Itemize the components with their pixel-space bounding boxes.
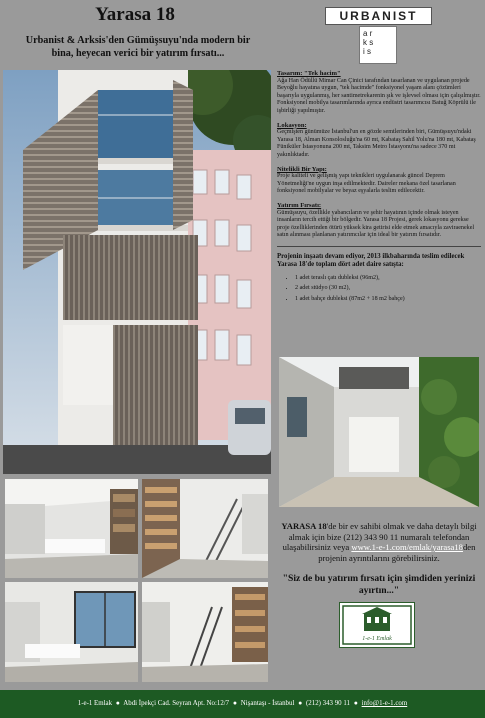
section-body: Proje kaliteli ve gelişmiş yapı teknikleri uygulanarak güncel Deprem Yönetmeliği'ne uygun inşa edilmektedir. Daireler mekana özel tasarlanan fonksiyonel mobilyalar ve beyaz eşyalarla teslim edilecektir. [277, 173, 456, 195]
design-section [277, 70, 481, 116]
footer-bar [0, 690, 485, 718]
quality-section [277, 166, 481, 196]
interior-photo [5, 479, 138, 578]
project-link[interactable]: www.1-e-1.com/emlak/yarasa18 [351, 542, 463, 553]
urbanist-logo: URBANIST [325, 7, 432, 25]
footer-email[interactable]: info@1-e-1.com [361, 700, 408, 707]
footer-address: Abdi İpekçi Cad. Seyran Apt. No:12/7 [123, 700, 230, 707]
sales-notice: Projenin inşaatı devam ediyor, 2013 ilkbaharında teslim edilecek Yarasa 18'de toplam dört adet daire satışta: [277, 252, 465, 268]
slogan: "Siz de bu yatırım fırsatı için şimdiden yerinizi ayırtın..." [282, 573, 476, 596]
section-body: Geçmişten günümüze İstanbul'un en gözde semtlerinden biri, Gümüşsuyu'ndaki Yarasa 18, Alman Konsolosluğu'na 60 mt, Kabataş Sahil Yolu'na 180 mt, Kabataş Füniküler İstasyonuna 200 mt, Taksim Metro İstasyonu'na sadece 370 mt yakınlıktadır. [277, 129, 476, 158]
contact-line: den projenin ayrıntılarını görebilirsiniz. [318, 542, 476, 563]
interior-photo [5, 582, 138, 682]
description-column [277, 70, 481, 307]
bullet-icon: ● [353, 700, 358, 707]
page-title: Yarasa 18 [95, 4, 175, 25]
location-section [277, 122, 481, 160]
contact-line: 'de bir ev sahibi olmak ve daha detaylı bilgi almak için bize (212) 343 90 11 numaralı telefondan ulaşabilirsiniz veya [282, 521, 477, 553]
footer-company: 1-e-1 Emlak [77, 700, 113, 707]
headline: Urbanist & Arksis'den Gümüşsuyu'nda modern bir bina, heyecan verici bir yatırım fırsatı... [25, 35, 251, 59]
unit-item: • 1 adet bahçe dubleksi (87m2 + 18 m2 bahçe) [295, 296, 481, 304]
unit-item: • 2 adet stüdyo (30 m2), [295, 285, 481, 293]
contact-text [277, 521, 481, 563]
unit-list [277, 275, 481, 304]
arksis-logo-line: k s [363, 38, 374, 47]
arksis-logo-line: i s [363, 47, 371, 56]
1-e-1-emlak-logo [339, 602, 415, 648]
divider [277, 246, 481, 247]
interior-photo [142, 479, 268, 578]
svg-text:1-e-1 Emlak: 1-e-1 Emlak [362, 636, 392, 642]
project-name: YARASA 18 [281, 521, 327, 531]
courtyard-photo [279, 357, 479, 507]
bullet-icon: ● [232, 700, 238, 707]
footer-phone: (212) 343 90 11 [306, 700, 350, 707]
section-body: Gümüşsuyu, özellikle yabancıların ve şehir hayatının içinde olmak isteyen insanların tercih ettiği bir bölgedir. Yarasa 18 Projesi, gerek lokasyonu gerekse proje özelliklerinden ötürü yüksek kira getirisi elde etmek amacıyla zaviraenekel satın alınması planlanan yatırımcılar için ideal bir yatırım fırsatıdır. [277, 209, 475, 239]
arksis-logo [359, 26, 397, 64]
section-body: Ağa Han Ödüllü Mimar Can Çinici tarafından tasarlanan ve uygulanan projede Beyoğlu hayatına uygun, "tek hacimde" fonksiyonel yaşam alanı çözümleri başarıyla uygulanmış, her santimetrekarenin şık ve işlevsel olması için çalışılmıştır. Fonksiyonel mobilya tasarımlarında ayrıca endüstri tasarımcısı Batuğ Köprülü ile işbirliği yapılmıştır. [277, 77, 481, 114]
bullet-icon: ● [298, 700, 303, 707]
footer-district: Nişantaşı - İstanbul [240, 700, 295, 707]
section-title: Nitelikli Bir Yapı: [277, 165, 327, 173]
bullet-icon: ● [115, 700, 120, 707]
arksis-logo-line: a r [363, 29, 373, 38]
section-title: Tasarım: "Tek hacim" [277, 70, 341, 77]
section-title: Lokasyon: [277, 121, 307, 129]
unit-item: • 1 adet teraslı çatı dubleksi (96m2), [295, 275, 481, 283]
interior-photo [142, 582, 268, 682]
building-photo [3, 70, 271, 474]
investment-section [277, 202, 481, 240]
section-title: Yatırım Fırsatı: [277, 201, 322, 209]
